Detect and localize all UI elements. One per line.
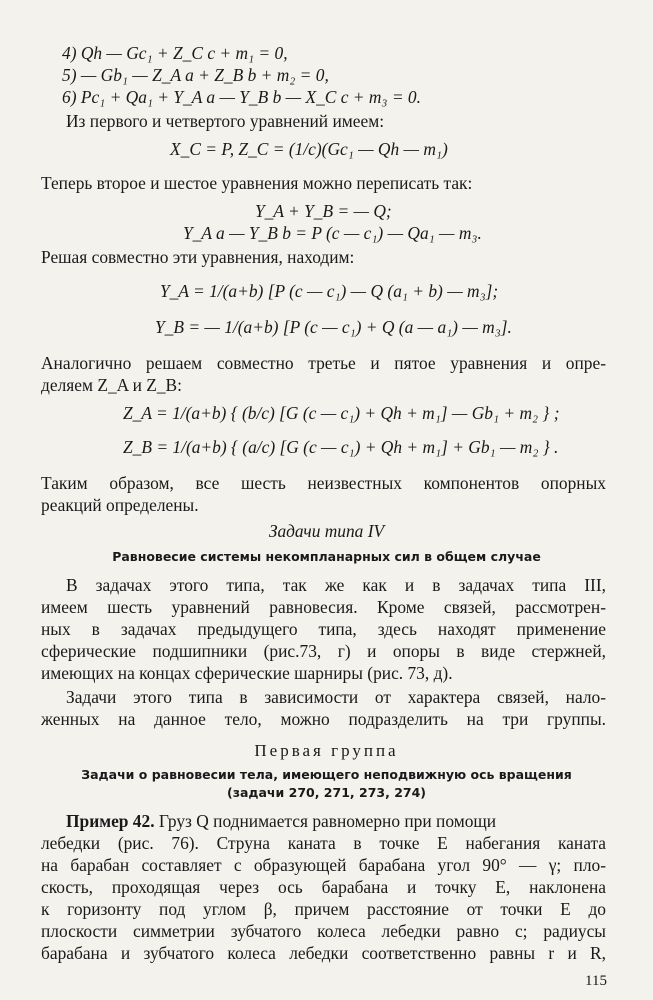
group-subtitle-line-2: (задачи 270, 271, 273, 274)	[226, 785, 427, 800]
para2-line-2: женных на данное тело, можно подразделить на три группы.	[41, 709, 606, 729]
section-subtitle: Равновесие системы некомпланарных сил в общем случае	[112, 549, 541, 564]
example-first-line	[66, 810, 496, 832]
example-line-6: плоскости симметрии зубчатого колеса лебедки равно c; радиусы	[41, 921, 606, 941]
para1-line-3: ных в задачах предыдущего типа, здесь находят применение	[41, 619, 606, 639]
text-thus-l2: реакций определены.	[41, 495, 199, 515]
equation-zb: Z_B = 1/(a+b) { (a/c) [G (c — c₁) + Qh + m₁] + Gb₁ — m₂ } .	[123, 437, 559, 457]
equation-6: 6) Pc₁ + Qa₁ + Y_A a — Y_B b — X_C c + m₃ = 0.	[62, 87, 421, 107]
equation-4: 4) Qh — Gc₁ + Z_C c + m₁ = 0,	[62, 43, 288, 63]
text-similarly-l1: Аналогично решаем совместно третье и пятое уравнения и опре-	[41, 353, 606, 373]
text-solving: Решая совместно эти уравнения, находим:	[41, 247, 355, 267]
equation-ya: Y_A = 1/(a+b) [P (c — c₁) — Q (a₁ + b) — m₃];	[160, 281, 499, 301]
group-subtitle-line-1: Задачи о равновесии тела, имеющего неподвижную ось вращения	[81, 767, 572, 782]
para2-line-1: Задачи этого типа в зависимости от характера связей, нало-	[66, 687, 606, 707]
equation-yb: Y_B = — 1/(a+b) [P (c — c₁) + Q (a — a₁) — m₃].	[155, 317, 512, 337]
equation-xc-zc: X_C = P, Z_C = (1/c)(Gc₁ — Qh — m₁)	[170, 139, 448, 159]
example-line-7: барабана и зубчатого колеса лебедки соответственно равны r и R,	[41, 943, 606, 963]
para1-line-4: сферические подшипники (рис.73, г) и опоры в виде стержней,	[41, 641, 606, 661]
example-label: Пример 42.	[66, 811, 155, 831]
text-thus-l1: Таким образом, все шесть неизвестных компонентов опорных	[41, 473, 606, 493]
equation-5: 5) — Gb₁ — Z_A a + Z_B b + m₂ = 0,	[62, 65, 329, 85]
example-first-text: Груз Q поднимается равномерно при помощи	[158, 811, 497, 831]
para1-line-1: В задачах этого типа, так же как и в задачах типа III,	[66, 575, 606, 595]
page-number: 115	[585, 973, 607, 989]
text-rewrite: Теперь второе и шестое уравнения можно переписать так:	[41, 173, 473, 193]
section-title: Задачи типа IV	[268, 521, 385, 541]
example-line-2: лебедки (рис. 76). Струна каната в точке E набегания каната	[41, 833, 606, 853]
text-from-first-fourth: Из первого и четвертого уравнений имеем:	[66, 111, 385, 131]
equation-za: Z_A = 1/(a+b) { (b/c) [G (c — c₁) + Qh + m₁] — Gb₁ + m₂ } ;	[123, 403, 560, 423]
para1-line-5: имеющих на концах сферические шарниры (рис. 73, д).	[41, 663, 453, 683]
example-line-3: на барабан составляет с образующей барабана угол 90° — γ; пло-	[41, 855, 606, 875]
example-line-4: скость, проходящая через ось барабана и точку E, наклонена	[41, 877, 606, 897]
para1-line-2: имеем шесть уравнений равновесия. Кроме связей, рассмотрен-	[41, 597, 606, 617]
equation-ya-minus-yb: Y_A a — Y_B b = P (c — c₁) — Qa₁ — m₃.	[183, 223, 482, 243]
example-line-5: к горизонту под углом β, причем расстояние от точки E до	[41, 899, 606, 919]
equation-ya-plus-yb: Y_A + Y_B = — Q;	[255, 201, 392, 221]
group-title: Первая группа	[254, 741, 399, 760]
text-similarly-l2: деляем Z_A и Z_B:	[41, 375, 182, 395]
